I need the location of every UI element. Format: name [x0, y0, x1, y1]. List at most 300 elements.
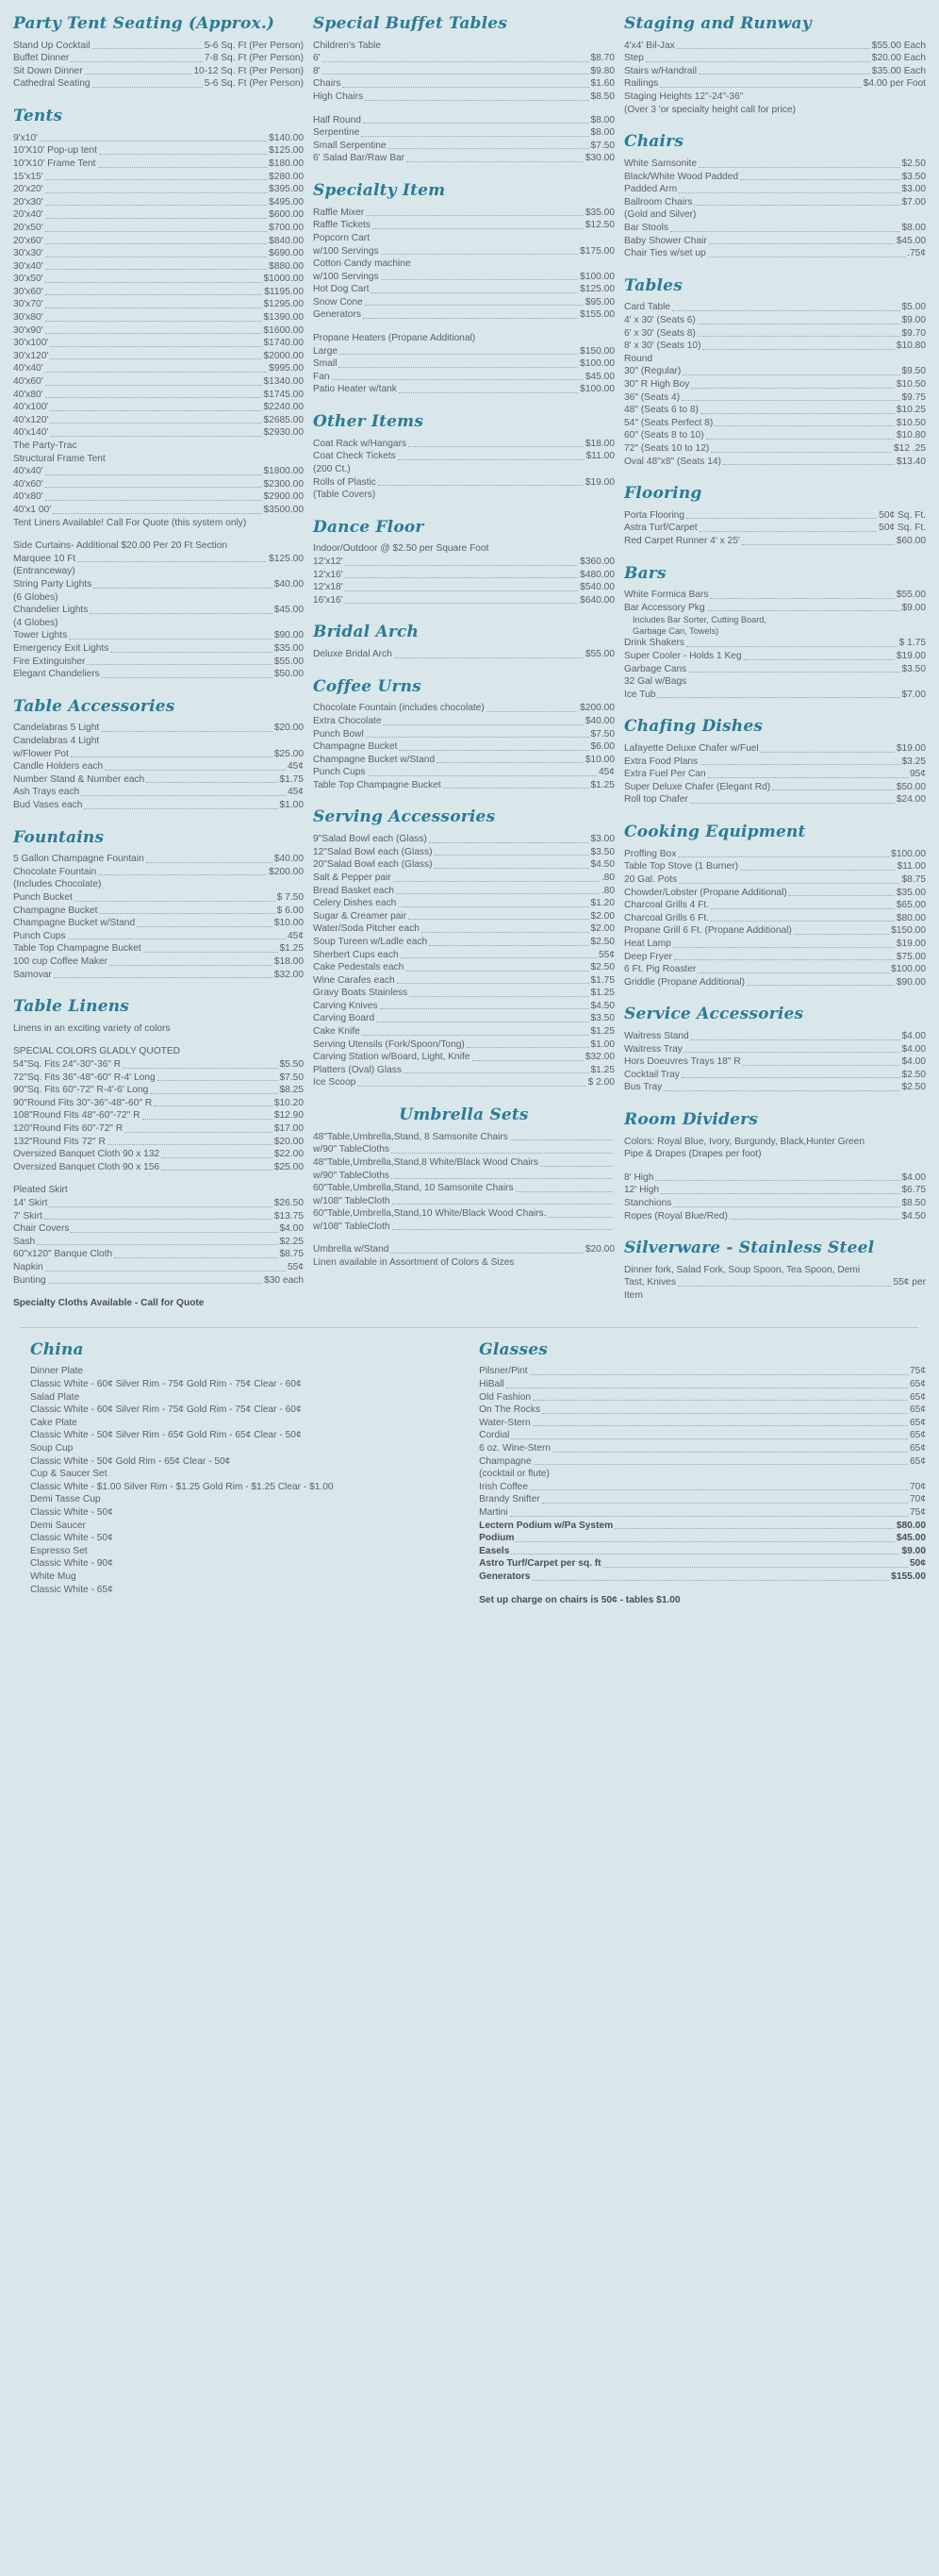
price-row [313, 766, 615, 779]
item-label: Tast, Knives [624, 1277, 676, 1288]
item-price: $1745.00 [263, 389, 304, 400]
leader-dots [511, 1438, 908, 1439]
item-label: Small Serpentine [313, 140, 387, 151]
item-price: 65¢ [910, 1455, 926, 1467]
price-row [624, 196, 926, 209]
leader-dots [486, 711, 578, 712]
item-price: $9.70 [901, 327, 926, 339]
item-price: $140.00 [269, 132, 304, 143]
leader-dots [794, 934, 889, 935]
price-row [13, 375, 304, 389]
leader-dots [772, 789, 895, 790]
leader-dots [98, 874, 267, 875]
price-row [624, 442, 926, 456]
item-price: $19.00 [585, 476, 615, 488]
item-price: $55.00 [273, 656, 304, 667]
price-row [624, 887, 926, 900]
price-row [624, 768, 926, 781]
note-line: Popcorn Cart [313, 232, 371, 243]
note-line: Indoor/Outdoor @ $2.50 per Square Foot [313, 543, 489, 555]
leader-dots [472, 1060, 584, 1061]
leader-dots [390, 1253, 583, 1254]
item-price: $3.50 [901, 171, 926, 182]
item-price: 70¢ [910, 1481, 926, 1492]
leader-dots [102, 677, 272, 678]
leader-dots [398, 906, 588, 907]
price-row [313, 126, 615, 140]
price-row [479, 1481, 926, 1494]
leader-dots [552, 1452, 908, 1453]
item-price: $10.00 [273, 918, 304, 929]
leader-dots [157, 1080, 278, 1081]
item-label: Snow Cone [313, 296, 363, 307]
item-price: $7.00 [901, 196, 926, 208]
item-label: Charcoal Grills 4 Ft. [624, 900, 710, 911]
leader-dots [683, 374, 899, 375]
price-row [13, 956, 304, 969]
price-row [13, 52, 304, 65]
item-label: 4' x 30' (Seats 6) [624, 314, 696, 325]
item-label: Raffle Mixer [313, 207, 365, 218]
note-bold: Specialty Cloths Available - Call for Quote [13, 1298, 205, 1309]
item-label: 12' High [624, 1185, 660, 1196]
item-label: Patio Heater w/tank [313, 384, 397, 395]
leader-dots [50, 358, 261, 359]
item-label: 6' Salad Bar/Raw Bar [313, 153, 405, 164]
leader-dots [409, 996, 588, 997]
item-price: $7.50 [590, 140, 615, 151]
leader-dots [45, 179, 268, 180]
price-row [313, 1012, 615, 1025]
leader-dots [383, 724, 583, 725]
note-line: Cotton Candy machine [313, 258, 411, 270]
item-label: 60"Table,Umbrella,Stand, 10 Samsonite Chairs [313, 1183, 514, 1194]
section-heading: Tents [13, 107, 63, 126]
item-price: $4.50 [590, 1000, 615, 1011]
item-label: Bar Accessory Pkg [624, 602, 705, 613]
price-row [313, 910, 615, 923]
price-row [313, 1156, 615, 1170]
item-label: Cake Knife [313, 1026, 360, 1038]
item-price: $2.50 [901, 1069, 926, 1080]
item-price: $45.00 [896, 235, 926, 246]
price-row [313, 1064, 615, 1077]
section-heading: Staging and Runway [624, 14, 812, 33]
item-label: Extra Fuel Per Can [624, 769, 706, 780]
leader-dots [678, 1286, 892, 1287]
item-price: $3.50 [901, 663, 926, 674]
leader-dots [698, 336, 900, 337]
item-label: 20'x20' [13, 184, 43, 195]
item-price: $700.00 [269, 222, 304, 233]
note-line: Classic White - 50¢ Gold Rim - 65¢ Clear - 50¢ [30, 1455, 231, 1467]
leader-dots [672, 310, 899, 311]
item-label: Ropes (Royal Blue/Red) [624, 1210, 728, 1222]
price-row [13, 853, 304, 866]
price-row [13, 478, 304, 491]
item-label: Hors Doeuvres Trays 18" R [624, 1056, 741, 1068]
item-label: Rolls of Plastic [313, 476, 376, 488]
price-row [624, 40, 926, 53]
item-price: $7.50 [590, 728, 615, 740]
item-label: 10'X10' Frame Tent [13, 158, 96, 169]
leader-dots [107, 1144, 272, 1145]
note-line: Cup & Saucer Set [30, 1469, 107, 1480]
leader-dots [37, 1244, 277, 1245]
price-row [624, 65, 926, 78]
item-label: 5 Gallon Champagne Fountain [13, 854, 144, 865]
item-price: $1.75 [279, 773, 304, 785]
section-heading: Umbrella Sets [399, 1105, 529, 1125]
item-label: Sugar & Creamer pair [313, 910, 407, 922]
price-row [313, 872, 615, 885]
item-price: $8.70 [590, 53, 615, 64]
price-row [313, 833, 615, 846]
price-row [13, 866, 304, 879]
item-label: Wine Carafes each [313, 974, 395, 986]
price-row [624, 924, 926, 938]
note-line: White Mug [30, 1571, 76, 1582]
item-price: $155.00 [580, 309, 615, 321]
price-row [13, 553, 304, 566]
item-label: Martini [479, 1506, 508, 1518]
price-row [624, 417, 926, 430]
item-label: 60"x120" Banque Cloth [13, 1249, 113, 1260]
leader-dots [534, 1464, 908, 1465]
item-price: $24.00 [896, 794, 926, 806]
section-items [313, 1131, 615, 1270]
item-price: $690.00 [269, 248, 304, 259]
price-row [313, 779, 615, 792]
leader-dots [150, 1093, 277, 1094]
item-label: 6' x 30' (Seats 8) [624, 327, 696, 339]
item-label: 40'x80' [13, 491, 43, 503]
price-row [13, 286, 304, 299]
note-line: Round [624, 353, 653, 364]
section-heading: Chairs [624, 132, 684, 152]
price-row [13, 1109, 304, 1122]
price-row [624, 938, 926, 951]
item-label: Water-Stern [479, 1417, 531, 1428]
item-label: Ballroom Chairs [624, 196, 693, 208]
item-price: $7.00 [901, 689, 926, 700]
item-label: 8' x 30' (Seats 10) [624, 341, 701, 352]
leader-dots [146, 862, 272, 863]
note-line: (Gold and Silver) [624, 209, 697, 221]
section-items [624, 589, 926, 701]
item-label: Sherbert Cups each [313, 949, 399, 960]
leader-dots [742, 544, 895, 545]
item-label: White Samsonite [624, 158, 698, 169]
item-price: $50.00 [273, 669, 304, 680]
item-price: $10.80 [896, 430, 926, 441]
price-row [13, 132, 304, 145]
price-row [313, 357, 615, 371]
leader-dots [421, 932, 589, 933]
item-price: $9.00 [901, 1545, 926, 1556]
item-price: $4.00 [279, 1223, 304, 1235]
note-line: Classic White - 60¢ Silver Rim - 75¢ Gold Rim - 75¢ Clear - 60¢ [30, 1404, 302, 1416]
item-label: Podium [479, 1533, 515, 1544]
item-label: Cathedral Seating [13, 78, 91, 90]
price-row [624, 52, 926, 65]
item-price: $640.00 [580, 594, 615, 606]
item-label: Bunting [13, 1274, 46, 1286]
spacer [313, 322, 615, 332]
item-price: $35.00 [896, 887, 926, 898]
note-line: Tent Liners Available! Call For Quote (this system only) [13, 517, 247, 528]
item-price: $1195.00 [264, 286, 304, 297]
leader-dots [679, 883, 899, 884]
price-row [313, 846, 615, 859]
price-row [13, 222, 304, 235]
price-row [13, 362, 304, 375]
item-label: Stairs w/Handrail [624, 65, 697, 76]
leader-dots [322, 61, 589, 62]
item-price: $180.00 [269, 158, 304, 169]
leader-dots [532, 1580, 889, 1581]
price-row [479, 1429, 926, 1442]
price-row [13, 604, 304, 617]
leader-dots [443, 788, 589, 789]
item-price: $1.60 [590, 78, 615, 90]
item-label: Carving Station w/Board, Light, Knife [313, 1052, 470, 1063]
item-price: $1.00 [279, 799, 304, 810]
leader-dots [708, 257, 906, 258]
item-price: $100.00 [580, 384, 615, 395]
leader-dots [533, 1425, 908, 1426]
leader-dots [603, 1567, 908, 1568]
leader-dots [615, 1528, 895, 1529]
leader-dots [429, 945, 588, 946]
item-label: 54" (Seats Perfect 8) [624, 417, 714, 428]
item-label: Raffle Tickets [313, 220, 371, 231]
item-label: w/90" TableCloths [313, 1144, 390, 1155]
item-label: Waitress Tray [624, 1043, 683, 1055]
item-price: 45¢ [288, 761, 304, 773]
item-price: $1340.00 [263, 376, 304, 388]
column-middle [313, 15, 624, 1310]
price-row [624, 222, 926, 235]
price-row [624, 327, 926, 341]
note-line: (cocktail or flute) [479, 1469, 550, 1480]
leader-dots [688, 672, 899, 673]
item-label: 30'x120' [13, 350, 49, 361]
item-price: $12.90 [273, 1110, 304, 1122]
item-label: 7' Skirt [13, 1210, 42, 1222]
item-label: Umbrella w/Stand [313, 1244, 389, 1255]
item-price: 55¢ [288, 1261, 304, 1272]
item-price: $10.00 [585, 754, 615, 765]
item-price: $1.75 [590, 974, 615, 986]
leader-dots [677, 48, 870, 49]
item-label: Lafayette Deluxe Chafer w/Fuel [624, 743, 759, 755]
leader-dots [361, 136, 588, 137]
item-label: Chair Ties w/set up [624, 248, 706, 259]
section-heading: Party Tent Seating (Approx.) [13, 14, 275, 33]
item-price: $3.00 [590, 834, 615, 845]
item-label: Champagne Bucket w/Stand [313, 754, 436, 765]
price-row [13, 786, 304, 799]
price-row [624, 365, 926, 378]
item-price: $11.00 [585, 451, 615, 462]
item-price: $600.00 [269, 209, 304, 221]
item-label: Cordial [479, 1430, 510, 1441]
item-price: $1000.00 [263, 274, 304, 285]
price-row [313, 1131, 615, 1144]
item-label: Lectern Podium w/Pa System [479, 1520, 614, 1531]
leader-dots [77, 561, 267, 562]
leader-dots [740, 870, 896, 871]
leader-dots [730, 1219, 900, 1220]
leader-dots [92, 87, 203, 88]
item-price: $20.00 [273, 723, 304, 734]
item-label: Extra Food Plans [624, 756, 699, 767]
item-label: String Party Lights [13, 578, 92, 590]
leader-dots [540, 1166, 613, 1167]
price-row [313, 648, 615, 661]
item-label: 30" R High Boy [624, 378, 690, 390]
leader-dots [98, 167, 268, 168]
price-row [313, 740, 615, 754]
section-items [624, 1136, 926, 1223]
glasses-column [453, 1341, 926, 1606]
item-price: $ 6.00 [276, 905, 304, 916]
item-price: $20.00 [585, 1244, 615, 1255]
leader-dots [706, 439, 895, 440]
item-price: $125.00 [580, 284, 615, 295]
item-label: 16'x16' [313, 594, 343, 606]
leader-dots [45, 333, 262, 334]
item-label: 54"Sq. Fits 24"-30"-36" R [13, 1059, 122, 1071]
item-label: Small [313, 358, 338, 370]
leader-dots [85, 74, 192, 75]
item-label: 14' Skirt [13, 1197, 48, 1208]
leader-dots [399, 750, 588, 751]
note-line: (Over 3 'or specialty height call for price) [624, 104, 796, 115]
item-price: $395.00 [269, 184, 304, 195]
leader-dots [71, 61, 202, 62]
price-row [13, 465, 304, 478]
section-items [13, 132, 304, 681]
item-price: $32.00 [585, 1052, 615, 1063]
item-price: $9.00 [901, 314, 926, 325]
section-items [313, 833, 615, 1089]
item-price: $8.00 [590, 114, 615, 125]
price-row [313, 897, 615, 910]
item-price: $5.50 [279, 1059, 304, 1071]
section-heading: Flooring [624, 484, 702, 504]
leader-dots [363, 123, 589, 124]
leader-dots [90, 613, 272, 614]
leader-dots [686, 518, 877, 519]
item-label: Champagne [479, 1455, 532, 1467]
price-row [13, 414, 304, 427]
price-row [313, 152, 615, 165]
item-label: 9'x10' [13, 132, 38, 143]
leader-dots [437, 762, 584, 763]
item-label: 90"Sq. Fits 60"-72" R-4'-6' Long [13, 1085, 149, 1096]
note-line: Includes Bar Sorter, Cutting Board, [633, 615, 766, 625]
item-label: Punch Cups [13, 930, 66, 941]
item-label: 10'X10' Pop-up tent [13, 145, 97, 157]
price-row [313, 308, 615, 322]
item-label: 40'x80' [13, 389, 43, 400]
note-line: Garbage Can, Towels) [633, 626, 719, 637]
item-price: $40.00 [585, 715, 615, 726]
item-label: 4'x4' Bil-Jax [624, 40, 675, 51]
leader-dots [45, 294, 263, 295]
item-price: 75¢ [910, 1366, 926, 1377]
price-row [479, 1455, 926, 1469]
leader-dots [381, 279, 579, 280]
item-label: Hot Dog Cart [313, 284, 370, 295]
price-row [624, 535, 926, 548]
leader-dots [673, 947, 895, 948]
leader-dots [715, 425, 895, 426]
item-price: $2000.00 [263, 350, 304, 361]
china-column [13, 1341, 453, 1606]
leader-dots [435, 868, 589, 869]
price-row [624, 860, 926, 873]
leader-dots [345, 577, 579, 578]
item-price: $40.00 [273, 854, 304, 865]
leader-dots [99, 913, 274, 914]
item-price: $12 .25 [894, 442, 926, 454]
item-price: $5.00 [901, 302, 926, 313]
price-row [13, 490, 304, 504]
price-row [13, 942, 304, 956]
item-label: Railings [624, 78, 659, 90]
section-items [624, 1030, 926, 1094]
item-price: $2.50 [901, 158, 926, 169]
item-label: 36" (Seats 4) [624, 391, 681, 403]
item-price: $32.00 [273, 969, 304, 980]
leader-dots [657, 697, 899, 698]
section-items [30, 1365, 453, 1596]
item-label: Ice Scoop [313, 1077, 356, 1089]
price-row [624, 689, 926, 702]
item-price: $4.00 [901, 1056, 926, 1068]
item-label: w/100 Servings [313, 245, 379, 257]
price-row [624, 340, 926, 353]
price-row [313, 1025, 615, 1039]
leader-dots [467, 1047, 589, 1048]
price-row [13, 1210, 304, 1223]
item-price: $25.00 [273, 748, 304, 759]
item-label: Chowder/Lobster (Propane Additional) [624, 887, 787, 898]
section-items [313, 40, 615, 165]
leader-dots [71, 756, 272, 757]
item-label: Heat Lamp [624, 938, 671, 949]
leader-dots [700, 764, 899, 765]
leader-dots [711, 921, 895, 922]
price-row [479, 1532, 926, 1545]
item-price: $495.00 [269, 196, 304, 208]
item-price: $480.00 [580, 569, 615, 580]
item-price: $2300.00 [263, 478, 304, 490]
section-items [313, 542, 615, 607]
item-price: $9.80 [590, 65, 615, 76]
leader-dots [684, 1052, 900, 1053]
note-line: Children's Table [313, 40, 381, 51]
item-label: w/100 Servings [313, 271, 379, 282]
price-row [313, 728, 615, 741]
price-row [479, 1391, 926, 1404]
leader-dots [44, 1219, 272, 1220]
leader-dots [50, 423, 261, 424]
price-row [13, 1197, 304, 1210]
